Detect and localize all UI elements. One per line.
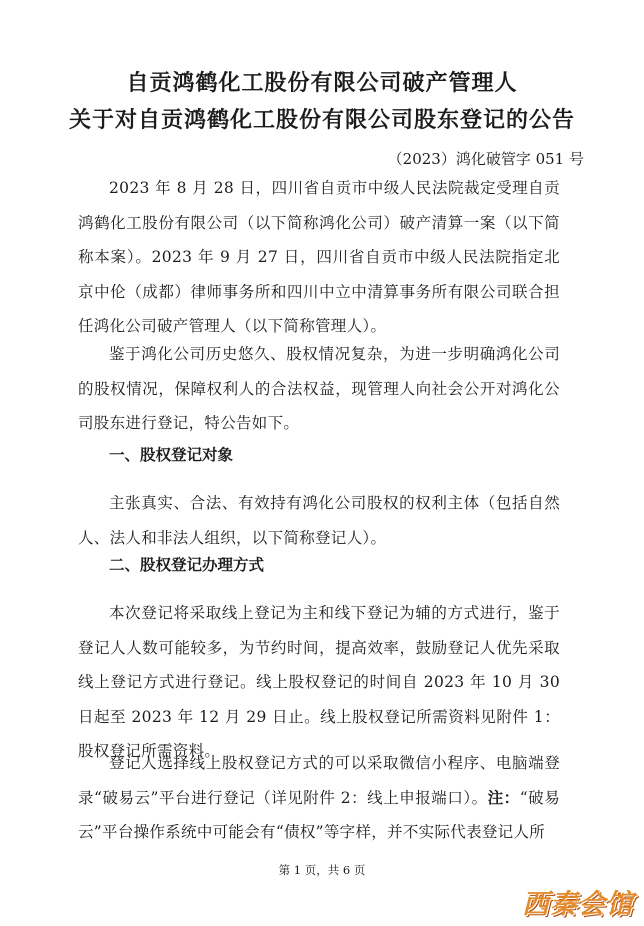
paragraph-registration-subjects: 主张真实、合法、有效持有鸿化公司股权的权利主体（包括自然人、法人和非法人组织，以下简称登记人）。 xyxy=(78,494,560,547)
watermark-logo xyxy=(522,882,634,920)
paragraph-online-registration xyxy=(78,746,560,850)
paragraph-registration-methods: 本次登记将采取线上登记为主和线下登记为辅的方式进行，鉴于登记人人数可能较多，为节约时间，提高效率，鼓励登记人优先采取线上登记方式进行登记。线上股权登记的时间自 2023 年 10 月 30 日起至 2023 年 12 月 29 日止。线上股权登记所需资料见附件 1：股权登记所需资料。 xyxy=(78,604,560,760)
page-footer: 第 1 页，共 6 页 xyxy=(278,863,366,877)
document-number: （2023）鸿化破管字 051 号 xyxy=(387,150,584,168)
paragraph-case-acceptance: 2023 年 8 月 28 日，四川省自贡市中级人民法院裁定受理自贡鸿鹤化工股份有限公司（以下简称鸿化公司）破产清算一案（以下简称本案）。2023 年 9 月 27 日，四川省自贡市中级人民法院指定北京中伦（成都）律师事务所和四川中立中清算事务所有限公司联合担任鸿化公司破产管理人（以下简称管理人）。 xyxy=(78,179,560,335)
announcement-title-line2: 关于对自贡鸿鹤化工股份有限公司股东登记的公告 xyxy=(68,107,575,133)
online-registration-text: 登记人选择线上股权登记方式的可以采取微信小程序、电脑端登录“破易云”平台进行登记（详见附件 2：线上申报端口）。 xyxy=(78,754,560,807)
note-label: 注： xyxy=(487,787,520,807)
section-heading-registration-methods: 二、股权登记办理方式 xyxy=(109,555,265,574)
online-registration-note: “破易云”平台操作系统中可能会有“债权”等字样，并不实际代表登记人所 xyxy=(78,788,560,841)
section-heading-registration-subjects: 一、股权登记对象 xyxy=(109,445,234,464)
announcement-title-line1: 自贡鸿鹤化工股份有限公司破产管理人 xyxy=(126,70,518,96)
paragraph-purpose: 鉴于鸿化公司历史悠久、股权情况复杂，为进一步明确鸿化公司的股权情况，保障权利人的合法权益，现管理人向社会公开对鸿化公司股东进行登记，特公告如下。 xyxy=(78,345,560,432)
watermark-text: 西秦会馆 xyxy=(522,888,634,920)
